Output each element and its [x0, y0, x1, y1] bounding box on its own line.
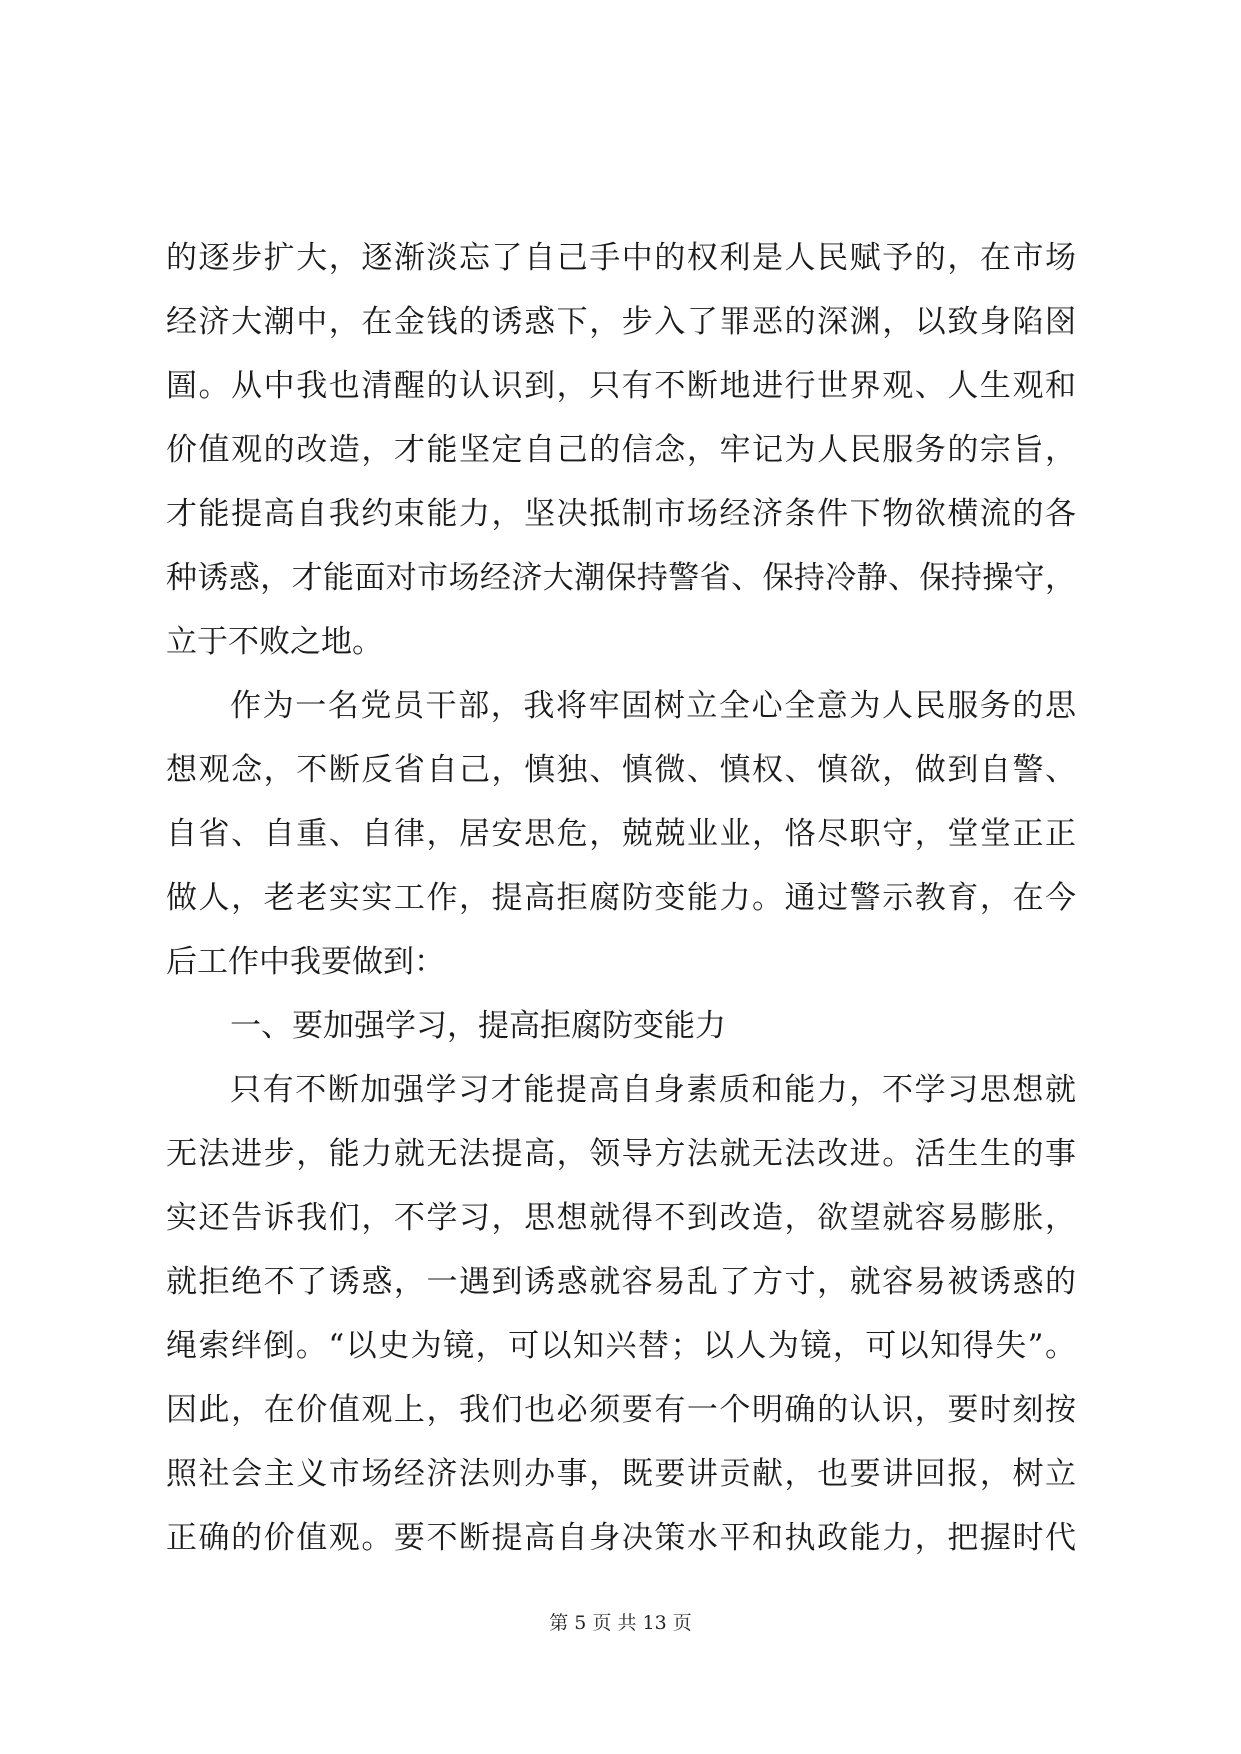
- text-line: 无法进步，能力就无法提高，领导方法就无法改进。活生生的事: [166, 1136, 1076, 1172]
- text-line: 绳索绊倒。“以史为镜，可以知兴替；以人为镜，可以知得失”。: [166, 1328, 1076, 1364]
- text-line: 经济大潮中，在金钱的诱惑下，步入了罪恶的深渊，以致身陷囹: [166, 304, 1076, 340]
- text-line: 价值观的改造，才能坚定自己的信念，牢记为人民服务的宗旨，: [166, 432, 1076, 468]
- text-line: 才能提高自我约束能力，坚决抵制市场经济条件下物欲横流的各: [166, 496, 1076, 532]
- section-heading: 一、要加强学习，提高拒腐防变能力: [230, 1008, 726, 1044]
- text-line: 种诱惑，才能面对市场经济大潮保持警省、保持冷静、保持操守，: [166, 560, 1076, 596]
- text-line: 作为一名党员干部，我将牢固树立全心全意为人民服务的思: [230, 688, 1076, 724]
- text-line: 就拒绝不了诱惑，一遇到诱惑就容易乱了方寸，就容易被诱惑的: [166, 1264, 1076, 1300]
- text-line: 想观念，不断反省自己，慎独、慎微、慎权、慎欲，做到自警、: [166, 752, 1076, 788]
- text-line: 圄。从中我也清醒的认识到，只有不断地进行世界观、人生观和: [166, 368, 1076, 404]
- page-number-footer: 第 5 页 共 13 页: [549, 1612, 692, 1634]
- text-line: 做人，老老实实工作，提高拒腐防变能力。通过警示教育，在今: [166, 880, 1076, 916]
- text-line: 立于不败之地。: [166, 624, 383, 660]
- text-line: 后工作中我要做到：: [166, 944, 445, 980]
- text-line: 照社会主义市场经济法则办事，既要讲贡献，也要讲回报，树立: [166, 1456, 1076, 1492]
- text-line: 实还告诉我们，不学习，思想就得不到改造，欲望就容易膨胀，: [166, 1200, 1076, 1236]
- text-line: 只有不断加强学习才能提高自身素质和能力，不学习思想就: [230, 1072, 1076, 1108]
- document-body: [166, 226, 1076, 1570]
- text-line: 因此，在价值观上，我们也必须要有一个明确的认识，要时刻按: [166, 1392, 1076, 1428]
- text-line: 的逐步扩大，逐渐淡忘了自己手中的权利是人民赋予的，在市场: [166, 240, 1076, 276]
- text-line: 正确的价值观。要不断提高自身决策水平和执政能力，把握时代: [166, 1520, 1076, 1556]
- text-line: 自省、自重、自律，居安思危，兢兢业业，恪尽职守，堂堂正正: [166, 816, 1076, 852]
